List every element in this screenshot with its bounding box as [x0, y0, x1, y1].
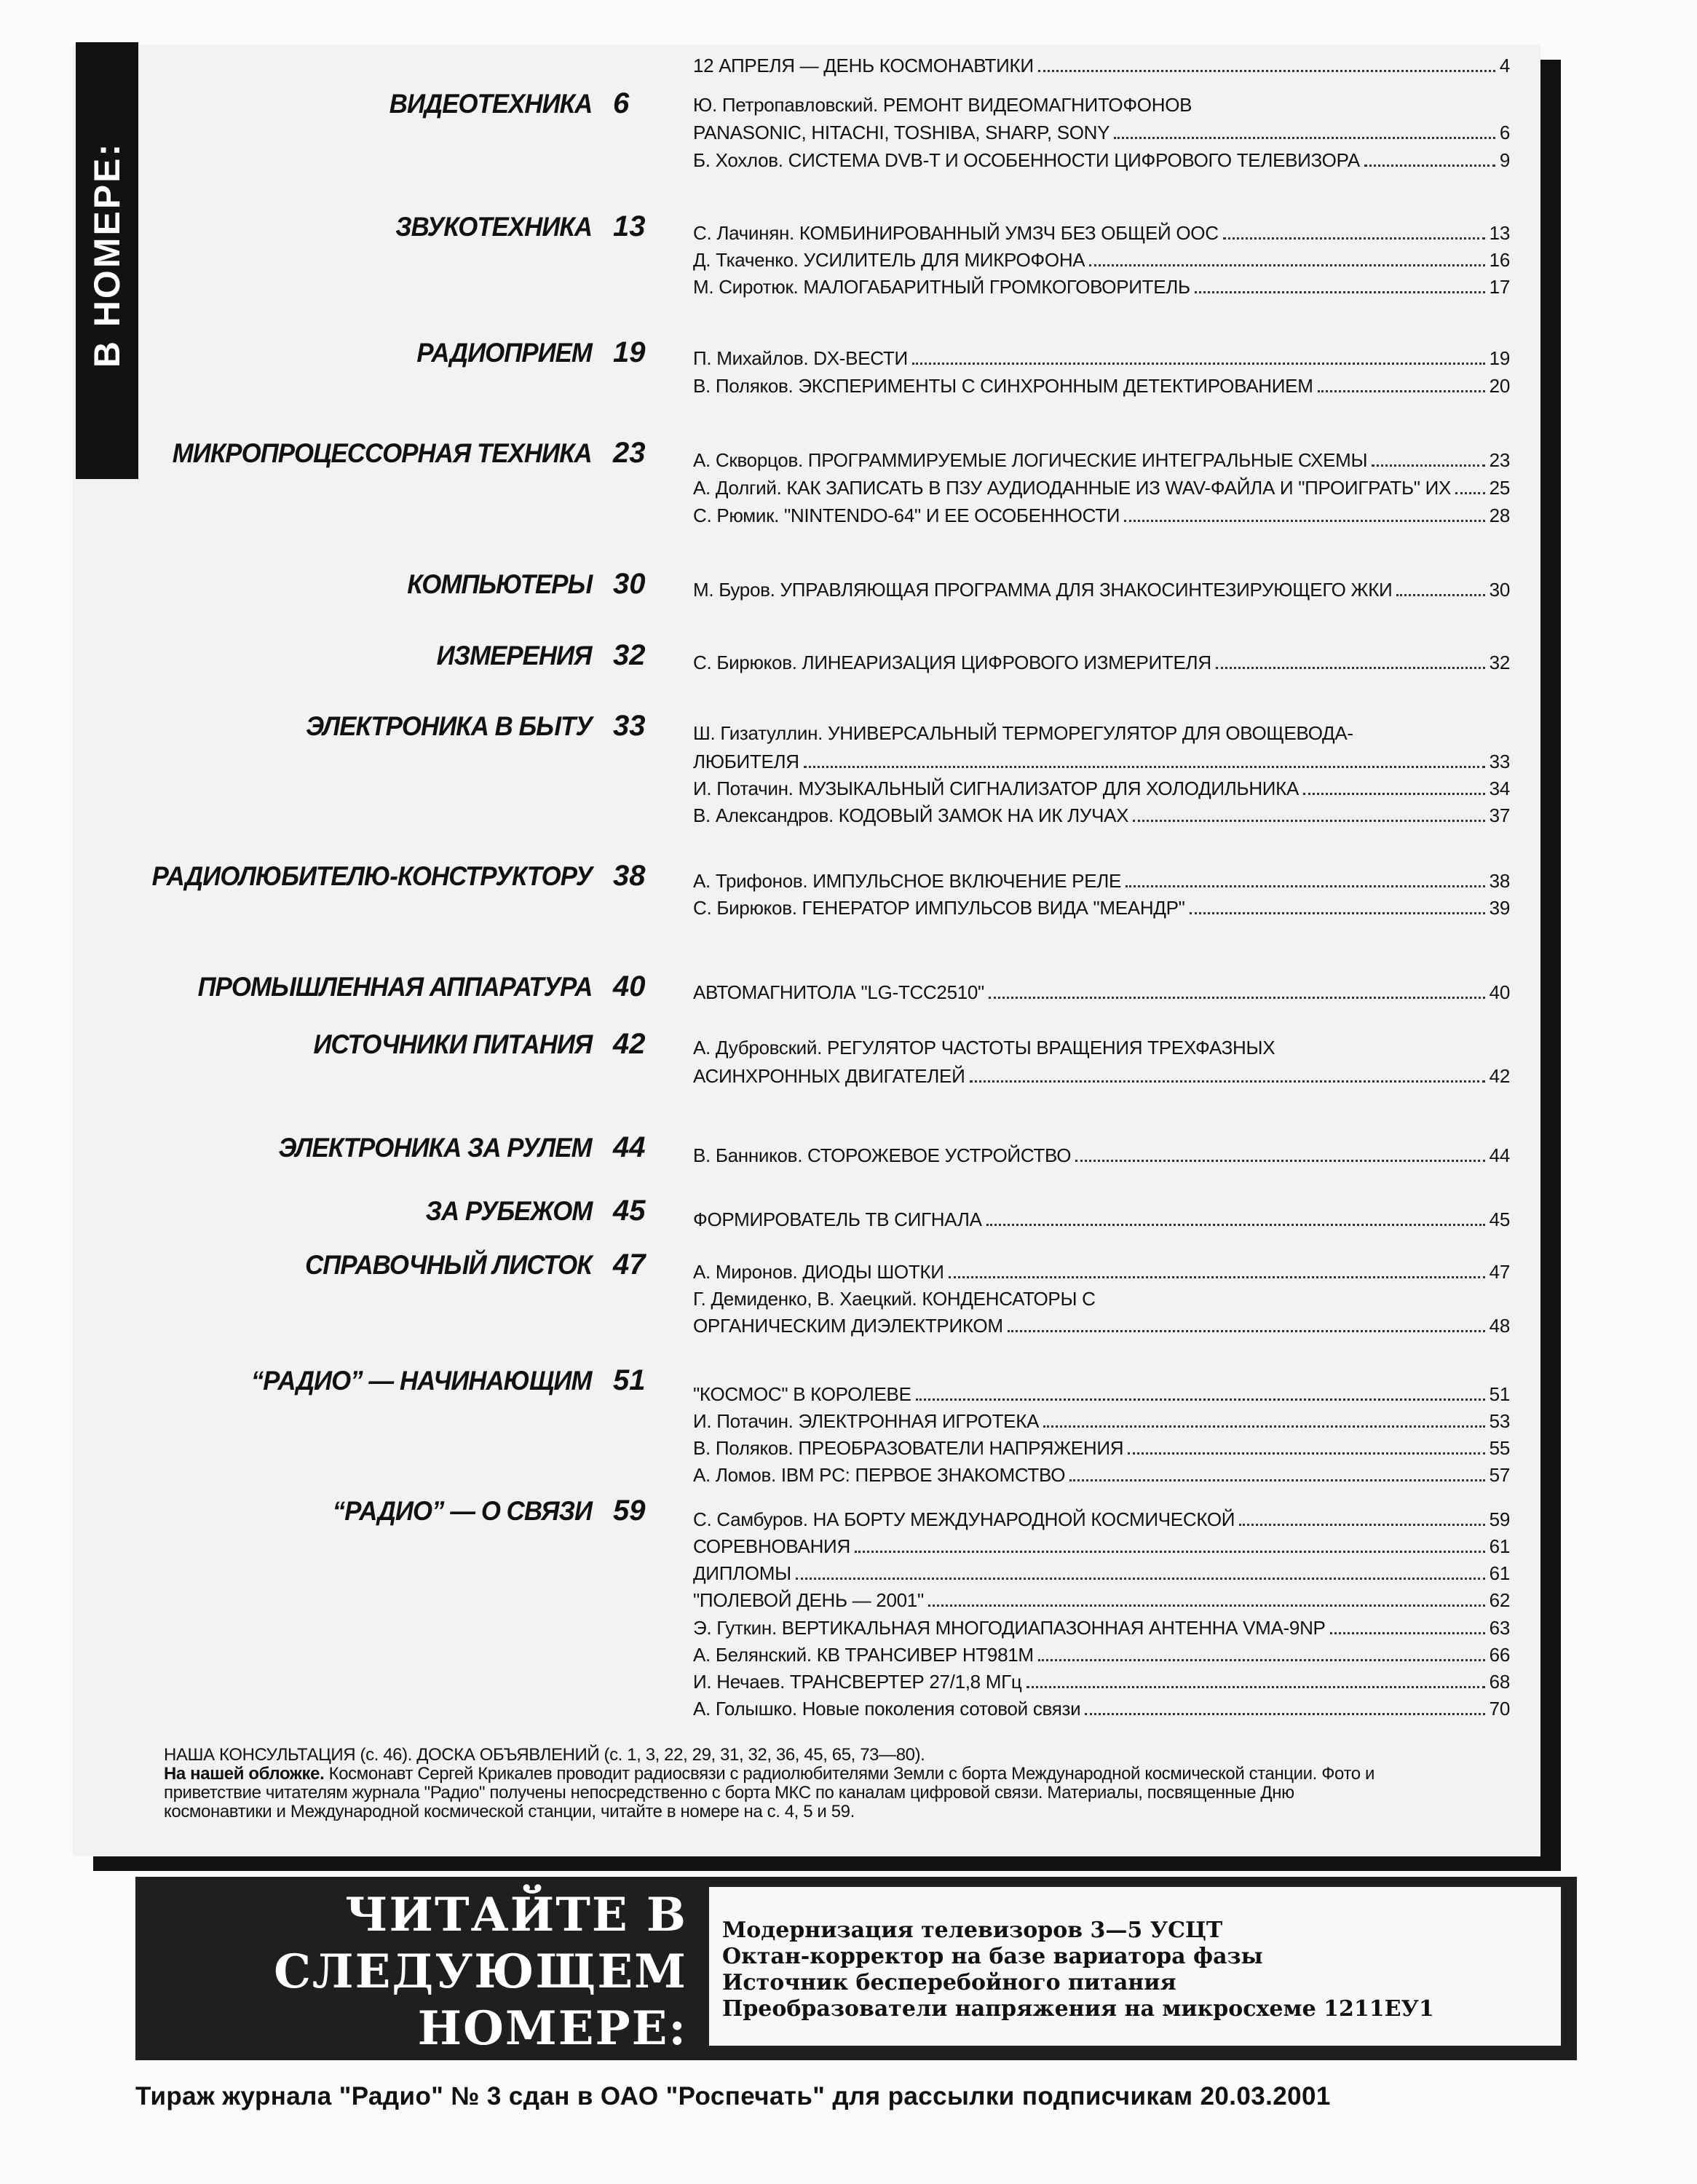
next-issue-item: Октан-корректор на базе вариатора фазы [722, 1944, 1263, 1969]
toc-entry-text: А. Скворцов. ПРОГРАММИРУЕМЫЕ ЛОГИЧЕСКИЕ ИНТЕГРАЛЬНЫЕ СХЕМЫ [693, 449, 1368, 471]
cover-note [164, 1765, 1401, 1821]
leader-dots [1126, 885, 1485, 887]
toc-entry-page: 19 [1489, 347, 1510, 369]
leader-dots [949, 1276, 1485, 1278]
toc-entry [693, 575, 1510, 601]
toc-entry [693, 1257, 1510, 1283]
toc-entry-page: 34 [1489, 778, 1510, 799]
toc-entry [693, 344, 1510, 370]
cover-note-text: Космонавт Сергей Крикалев проводит радиосвязи с радиолюбителями Земли с борта Международной космической станции. Фото и приветствие читателям журнала "Радио" получены непосредственно с борта МКС по каналам цифровой связи. Материалы, посвященные Дню космонавтики и Международной космической станции, читайте в номере на с. 4, 5 и 59. [164, 1764, 1375, 1821]
leader-dots [1190, 912, 1485, 914]
leader-dots [1239, 1524, 1484, 1526]
leader-dots [1069, 1479, 1485, 1481]
section-page-number: 44 [613, 1131, 646, 1163]
leader-dots [1114, 137, 1495, 139]
leader-dots [1396, 594, 1484, 596]
next-issue-heading-line: СЛЕДУЮЩЕМ [274, 1944, 687, 1999]
toc-entry-page: 9 [1499, 149, 1510, 171]
toc-entry-text: В. Поляков. ЭКСПЕРИМЕНТЫ С СИНХРОННЫМ ДЕТЕКТИРОВАНИЕМ [693, 375, 1313, 397]
toc-entry-text: "ПОЛЕВОЙ ДЕНЬ — 2001" [693, 1589, 924, 1611]
toc-entry-page: 59 [1489, 1508, 1510, 1530]
side-tab-label: В НОМЕРЕ: [87, 141, 127, 368]
toc-entry [693, 1532, 1510, 1558]
section-title: МИКРОПРОЦЕССОРНАЯ ТЕХНИКА [173, 438, 592, 468]
toc-entry-text: М. Буров. УПРАВЛЯЮЩАЯ ПРОГРАММА ДЛЯ ЗНАКОСИНТЕЗИРУЮЩЕГО ЖКИ [693, 579, 1393, 601]
toc-entry-text: А. Миронов. ДИОДЫ ШОТКИ [693, 1261, 944, 1283]
toc-entry-text: Д. Ткаченко. УСИЛИТЕЛЬ ДЛЯ МИКРОФОНА [693, 249, 1085, 271]
toc-entry-page: 38 [1489, 870, 1510, 892]
leader-dots [928, 1605, 1485, 1607]
toc-entry [693, 1460, 1510, 1487]
notes-line: НАША КОНСУЛЬТАЦИЯ (с. 46). ДОСКА ОБЪЯВЛЕНИЙ (с. 1, 3, 22, 29, 31, 32, 36, 45, 65, 73—80). [164, 1745, 925, 1765]
toc-entry-text: ФОРМИРОВАТЕЛЬ ТВ СИГНАЛА [693, 1208, 982, 1230]
toc-entry-text: С. Самбуров. НА БОРТУ МЕЖДУНАРОДНОЙ КОСМИЧЕСКОЙ [693, 1508, 1235, 1530]
toc-entry-page: 61 [1489, 1562, 1510, 1584]
toc-entry [693, 1380, 1510, 1406]
toc-entry [693, 1586, 1510, 1612]
section-page-number: 13 [613, 210, 646, 242]
toc-entry [693, 51, 1510, 77]
toc-entry-page: 33 [1489, 751, 1510, 772]
next-issue-heading-line: НОМЕРЕ: [417, 2001, 687, 2056]
toc-entry [693, 1433, 1510, 1460]
toc-entry [693, 978, 1510, 1004]
leader-dots [855, 1551, 1485, 1553]
toc-entry [693, 774, 1510, 800]
leader-dots [1318, 390, 1485, 392]
toc-entry [693, 1141, 1510, 1167]
toc-entry-page: 4 [1499, 55, 1510, 76]
leader-dots [1216, 667, 1485, 669]
leader-dots [1008, 1330, 1485, 1332]
leader-dots [1128, 1452, 1484, 1455]
toc-entry-page: 23 [1489, 449, 1510, 471]
next-issue-heading [135, 1877, 696, 2060]
leader-dots [1223, 237, 1485, 240]
toc-entry-page: 66 [1489, 1644, 1510, 1666]
toc-entry-page: 17 [1489, 276, 1510, 298]
toc-entry-text: АВТОМАГНИТОЛА "LG-TCC2510" [693, 981, 984, 1003]
toc-entry-text: М. Сиротюк. МАЛОГАБАРИТНЫЙ ГРОМКОГОВОРИТЕЛЬ [693, 276, 1190, 298]
toc-entry-text: И. Потачин. ЭЛЕКТРОННАЯ ИГРОТЕКА [693, 1410, 1040, 1432]
section-title: ИЗМЕРЕНИЯ [437, 641, 592, 670]
toc-entry-page: 70 [1489, 1698, 1510, 1720]
toc-entry-text: В. Поляков. ПРЕОБРАЗОВАТЕЛИ НАПРЯЖЕНИЯ [693, 1437, 1124, 1459]
toc-entry-page: 63 [1489, 1617, 1510, 1639]
section-page-number: 51 [613, 1364, 646, 1396]
next-issue-item: Преобразователи напряжения на микросхеме 1211ЕУ1 [722, 1996, 1434, 2022]
toc-entry-text: С. Рюмик. "NINTENDO-64" И ЕЕ ОСОБЕННОСТИ [693, 505, 1120, 526]
toc-entry [693, 473, 1510, 499]
toc-entry-page: 44 [1489, 1144, 1510, 1166]
notes-block [164, 1746, 1401, 1821]
toc-entry-page: 6 [1499, 122, 1510, 143]
section-title: “РАДИО” — НАЧИНАЮЩИМ [251, 1366, 592, 1396]
section-page-number: 42 [613, 1028, 646, 1060]
toc-entry-text: А. Трифонов. ИМПУЛЬСНОЕ ВКЛЮЧЕНИЕ РЕЛЕ [693, 870, 1122, 892]
toc-entry-page: 20 [1489, 375, 1510, 397]
section-page-number: 47 [613, 1249, 646, 1281]
toc-entry [693, 371, 1510, 397]
toc-entry-page: 40 [1489, 981, 1510, 1003]
toc-entry-text: В. Александров. КОДОВЫЙ ЗАМОК НА ИК ЛУЧАХ [693, 804, 1129, 826]
toc-entry-page: 42 [1489, 1065, 1510, 1087]
toc-entry-text: СОРЕВНОВАНИЯ [693, 1535, 850, 1557]
leader-dots [1085, 1713, 1484, 1715]
toc-entry [693, 245, 1510, 272]
toc-entry-page: 37 [1489, 804, 1510, 826]
toc-entry-page: 45 [1489, 1208, 1510, 1230]
toc-entry-page: 13 [1489, 222, 1510, 244]
toc-entry [693, 747, 1510, 773]
toc-entry-text: ДИПЛОМЫ [693, 1562, 791, 1584]
leader-dots [912, 363, 1485, 365]
toc-entry-text: "КОСМОС" В КОРОЛЕВЕ [693, 1383, 911, 1405]
toc-entry-text: С. Лачинян. КОМБИНИРОВАННЫЙ УМЗЧ БЕЗ ОБЩЕЙ ООС [693, 222, 1219, 244]
toc-entry-page: 16 [1489, 249, 1510, 271]
leader-dots [1089, 264, 1484, 266]
toc-entry-text: 12 АПРЕЛЯ — ДЕНЬ КОСМОНАВТИКИ [693, 55, 1034, 76]
toc-entry [693, 1640, 1510, 1666]
toc-entry-text: С. Бирюков. ГЕНЕРАТОР ИМПУЛЬСОВ ВИДА "МЕАНДР" [693, 897, 1185, 919]
section-page-number: 30 [613, 568, 646, 600]
toc-entry-page: 53 [1489, 1410, 1510, 1432]
toc-entry [693, 501, 1510, 527]
leader-dots [916, 1398, 1485, 1401]
next-issue-item: Модернизация телевизоров 3—5 УСЦТ [722, 1918, 1223, 1943]
toc-entry-text: Ю. Петропавловский. РЕМОНТ ВИДЕОМАГНИТОФОНОВ [693, 94, 1192, 116]
section-title: ИСТОЧНИКИ ПИТАНИЯ [313, 1029, 592, 1059]
toc-entry-text: АСИНХРОННЫХ ДВИГАТЕЛЕЙ [693, 1065, 965, 1087]
section-page-number: 19 [613, 336, 646, 368]
leader-dots [1330, 1632, 1485, 1634]
toc-entry-text: П. Михайлов. DX-ВЕСТИ [693, 347, 908, 369]
leader-dots [970, 1080, 1485, 1083]
leader-dots [804, 766, 1485, 768]
section-title: ЭЛЕКТРОНИКА В БЫТУ [306, 711, 592, 741]
toc-entry [693, 648, 1510, 674]
toc-entry-text: PANASONIC, HITACHI, TOSHIBA, SHARP, SONY [693, 122, 1110, 143]
next-issue-item: Источник бесперебойного питания [722, 1970, 1176, 1995]
leader-dots [1026, 1686, 1485, 1688]
toc-entry-page: 57 [1489, 1464, 1510, 1486]
section-title: “РАДИО” — О СВЯЗИ [332, 1496, 592, 1526]
toc-entry-text: Э. Гуткин. ВЕРТИКАЛЬНАЯ МНОГОДИАПАЗОННАЯ АНТЕННА VMA-9NP [693, 1617, 1326, 1639]
section-title: ЗВУКОТЕХНИКА [395, 212, 592, 242]
toc-entry [693, 1061, 1510, 1088]
toc-entry-text: Б. Хохлов. СИСТЕМА DVB-T И ОСОБЕННОСТИ ЦИФРОВОГО ТЕЛЕВИЗОРА [693, 149, 1360, 171]
toc-entry [693, 866, 1510, 893]
next-issue-heading-line: ЧИТАЙТЕ В [345, 1888, 687, 1942]
section-title: КОМПЬЮТЕРЫ [406, 569, 592, 599]
toc-entry [693, 272, 1510, 298]
toc-entry-text: ОРГАНИЧЕСКИМ ДИЭЛЕКТРИКОМ [693, 1315, 1003, 1337]
toc-entry-page: 48 [1489, 1315, 1510, 1337]
section-page-number: 40 [613, 970, 646, 1002]
toc-entry-page: 68 [1489, 1671, 1510, 1693]
toc-entry-page: 61 [1489, 1535, 1510, 1557]
leader-dots [1303, 793, 1485, 795]
toc-entry-page: 28 [1489, 505, 1510, 526]
toc-entry [693, 1311, 1510, 1337]
toc-entry [693, 1559, 1510, 1585]
leader-dots [1043, 1425, 1485, 1428]
cover-note-label: На нашей обложке. [164, 1764, 325, 1784]
toc-entry [693, 1694, 1510, 1720]
leader-dots [989, 997, 1485, 999]
toc-entry-page: 62 [1489, 1589, 1510, 1611]
section-title: ВИДЕОТЕХНИКА [389, 89, 592, 119]
toc-entry-text: А. Белянский. КВ ТРАНСИВЕР HT981M [693, 1644, 1034, 1666]
section-page-number: 45 [613, 1195, 646, 1227]
toc-entry-text: ЛЮБИТЕЛЯ [693, 751, 799, 772]
leader-dots [1124, 520, 1485, 522]
leader-dots [986, 1224, 1485, 1226]
toc-entry-page: 47 [1489, 1261, 1510, 1283]
leader-dots [1455, 492, 1485, 494]
section-title: РАДИОЛЮБИТЕЛЮ-КОНСТРУКТОРУ [151, 861, 592, 891]
toc-entry [693, 1667, 1510, 1693]
toc-entry-text: А. Ломов. IBM PC: ПЕРВОЕ ЗНАКОМСТВО [693, 1464, 1066, 1486]
toc-entry-page: 51 [1489, 1383, 1510, 1405]
toc-entry-text: Г. Демиденко, В. Хаецкий. КОНДЕНСАТОРЫ С [693, 1288, 1096, 1310]
leader-dots [1372, 464, 1484, 467]
toc-entry-page: 55 [1489, 1437, 1510, 1459]
leader-dots [1195, 291, 1485, 293]
toc-entry-text: И. Нечаев. ТРАНСВЕРТЕР 27/1,8 МГц [693, 1671, 1022, 1693]
toc-entry [693, 1406, 1510, 1433]
section-page-number: 6 [613, 87, 630, 119]
toc-entry-text: А. Голышко. Новые поколения сотовой связи [693, 1698, 1081, 1720]
toc-entry [693, 446, 1510, 472]
toc-entry [693, 1505, 1510, 1531]
toc-entry-text: Ш. Гизатуллин. УНИВЕРСАЛЬНЫЙ ТЕРМОРЕГУЛЯТОР ДЛЯ ОВОЩЕВОДА- [693, 722, 1353, 744]
toc-entry-page: 25 [1489, 477, 1510, 499]
section-title: ЭЛЕКТРОНИКА ЗА РУЛЕМ [278, 1133, 592, 1163]
toc-entry [693, 1205, 1510, 1231]
leader-dots [1075, 1160, 1485, 1162]
leader-dots [1364, 165, 1495, 167]
toc-entry [693, 118, 1510, 144]
toc-entry [693, 893, 1510, 919]
toc-entry [693, 218, 1510, 245]
circulation-footer: Тираж журнала "Радио" № 3 сдан в ОАО "Роспечать" для рассылки подписчикам 20.03.2001 [135, 2082, 1331, 2110]
toc-entry-page: 32 [1489, 652, 1510, 673]
toc-entry-text: С. Бирюков. ЛИНЕАРИЗАЦИЯ ЦИФРОВОГО ИЗМЕРИТЕЛЯ [693, 652, 1211, 673]
section-page-number: 38 [613, 860, 646, 892]
section-page-number: 33 [613, 710, 646, 742]
section-page-number: 59 [613, 1495, 646, 1527]
leader-dots [1038, 70, 1495, 72]
toc-entry-text: А. Дубровский. РЕГУЛЯТОР ЧАСТОТЫ ВРАЩЕНИЯ ТРЕХФАЗНЫХ [693, 1037, 1275, 1059]
leader-dots [1133, 820, 1484, 822]
toc-entry [693, 1613, 1510, 1639]
section-page-number: 23 [613, 437, 646, 469]
toc-entry [693, 146, 1510, 172]
leader-dots [796, 1578, 1485, 1580]
toc-entry-text: В. Банников. СТОРОЖЕВОЕ УСТРОЙСТВО [693, 1144, 1072, 1166]
section-page-number: 32 [613, 639, 646, 671]
section-title: РАДИОПРИЕМ [416, 338, 592, 368]
section-title: ЗА РУБЕЖОМ [425, 1196, 592, 1226]
section-title: ПРОМЫШЛЕННАЯ АППАРАТУРА [197, 972, 592, 1002]
toc-entry-page: 39 [1489, 897, 1510, 919]
toc-entry-text: А. Долгий. КАК ЗАПИСАТЬ В ПЗУ АУДИОДАННЫЕ ИЗ WAV-ФАЙЛА И "ПРОИГРАТЬ" ИХ [693, 477, 1452, 499]
next-issue-banner [135, 1877, 1577, 2060]
toc-entry-page: 30 [1489, 579, 1510, 601]
leader-dots [1038, 1659, 1485, 1661]
section-title: СПРАВОЧНЫЙ ЛИСТОК [305, 1250, 592, 1280]
toc-entry [693, 801, 1510, 827]
toc-entry-text: И. Потачин. МУЗЫКАЛЬНЫЙ СИГНАЛИЗАТОР ДЛЯ ХОЛОДИЛЬНИКА [693, 778, 1300, 799]
next-issue-list [708, 1886, 1562, 2047]
